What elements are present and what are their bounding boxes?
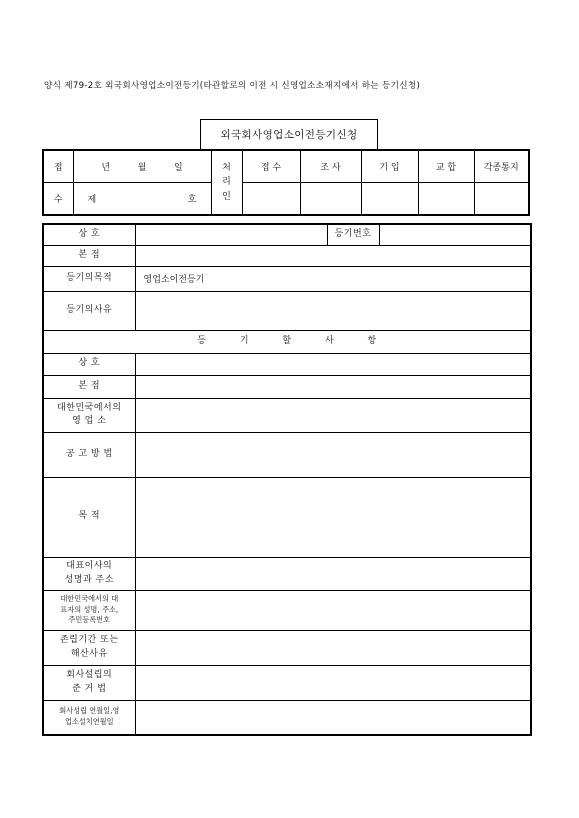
date-cell[interactable] xyxy=(73,150,211,183)
duration-line-2: 해산사유 xyxy=(70,648,108,659)
representative-label xyxy=(43,557,135,590)
number-prefix: 제 xyxy=(87,195,97,205)
number-cell[interactable] xyxy=(73,183,211,216)
day-label: 일 xyxy=(173,163,183,173)
governing-law-line-2: 준 거 법 xyxy=(72,683,107,694)
korea-office-line-1: 대한민국에서의 xyxy=(57,402,122,413)
reg-head-office-field[interactable] xyxy=(135,375,531,398)
reg-trade-name-field[interactable] xyxy=(135,353,531,375)
head-office-label: 본 점 xyxy=(43,245,135,266)
duration-label xyxy=(43,630,135,665)
number-suffix: 호 xyxy=(187,195,197,205)
registration-no-label: 등기번호 xyxy=(327,224,379,245)
governing-law-field[interactable] xyxy=(135,665,531,700)
duration-line-1: 존립기간 또는 xyxy=(59,635,119,646)
entry-stamp-cell[interactable] xyxy=(361,183,418,216)
trade-name-label xyxy=(43,224,135,245)
korea-office-line-2: 영 업 소 xyxy=(72,416,107,426)
col-entry: 기 입 xyxy=(361,150,418,183)
form-caption: 양식 제79-2호 외국회사영업소이전등기(타관할로의 이전 시 신영업소소재지에서 하는 등기신청) xyxy=(44,81,421,91)
representative-line-2: 성명과 주소 xyxy=(64,574,114,585)
trade-name-field[interactable] xyxy=(135,224,327,245)
col-collate: 교 합 xyxy=(418,150,474,183)
trade-name-text: 상 호 xyxy=(78,229,101,240)
month-label: 월 xyxy=(137,163,147,173)
reception-table xyxy=(42,149,530,216)
investigate-stamp-cell[interactable] xyxy=(300,183,361,216)
col-received xyxy=(242,150,300,183)
processor-char-2: 리 xyxy=(222,177,231,188)
objective-label: 목 적 xyxy=(43,477,135,557)
reg-trade-name-label: 상 호 xyxy=(43,353,135,375)
representative-field[interactable] xyxy=(135,557,531,590)
establishment-date-line-1: 회사성립 연월일,영 xyxy=(59,706,120,716)
establishment-date-field[interactable] xyxy=(135,700,531,735)
processor-char-1: 처 xyxy=(222,162,231,173)
collate-stamp-cell[interactable] xyxy=(418,183,474,216)
col-investigate: 조 사 xyxy=(300,150,361,183)
korea-rep-field[interactable] xyxy=(135,590,531,630)
col-notices: 각종통지 xyxy=(474,150,529,183)
governing-law-line-1: 회사설립의 xyxy=(66,670,113,681)
korea-rep-line-1: 대한민국에서의 대 xyxy=(60,593,119,603)
establishment-date-line-2: 업소설치연월일 xyxy=(64,717,114,727)
col-received-text: 접 수 xyxy=(260,163,282,173)
notices-stamp-cell[interactable] xyxy=(474,183,529,216)
purpose-field[interactable]: 영업소이전등기 xyxy=(135,266,531,291)
governing-law-label xyxy=(43,665,135,700)
announcement-label: 공 고 방 법 xyxy=(43,432,135,477)
cause-field[interactable] xyxy=(135,291,531,330)
reg-head-office-label: 본 점 xyxy=(43,375,135,398)
registration-no-field[interactable] xyxy=(379,224,531,245)
representative-line-1: 대표이사의 xyxy=(66,561,113,572)
korea-office-label xyxy=(43,398,135,432)
cause-label: 등기의사유 xyxy=(43,291,135,330)
processor-label xyxy=(211,150,242,215)
head-office-field[interactable] xyxy=(135,245,531,266)
korea-rep-label xyxy=(43,590,135,630)
year-label: 년 xyxy=(101,163,111,173)
application-table xyxy=(42,223,532,736)
purpose-label: 등기의목적 xyxy=(43,266,135,291)
received-label-bottom: 수 xyxy=(43,183,73,216)
korea-rep-line-3: 주민등록번호 xyxy=(68,615,111,625)
received-label-top: 접 xyxy=(43,150,73,183)
objective-field[interactable] xyxy=(135,477,531,557)
section-header: 등 기 할 사 항 xyxy=(43,330,531,353)
processor-char-3: 인 xyxy=(222,191,231,202)
received-stamp-cell[interactable] xyxy=(242,183,300,216)
korea-rep-line-2: 표자의 성명, 주소, xyxy=(60,604,119,614)
duration-field[interactable] xyxy=(135,630,531,665)
announcement-field[interactable] xyxy=(135,432,531,477)
establishment-date-label xyxy=(43,700,135,735)
form-title: 외국회사영업소이전등기신청 xyxy=(200,119,378,149)
korea-office-field[interactable] xyxy=(135,398,531,432)
